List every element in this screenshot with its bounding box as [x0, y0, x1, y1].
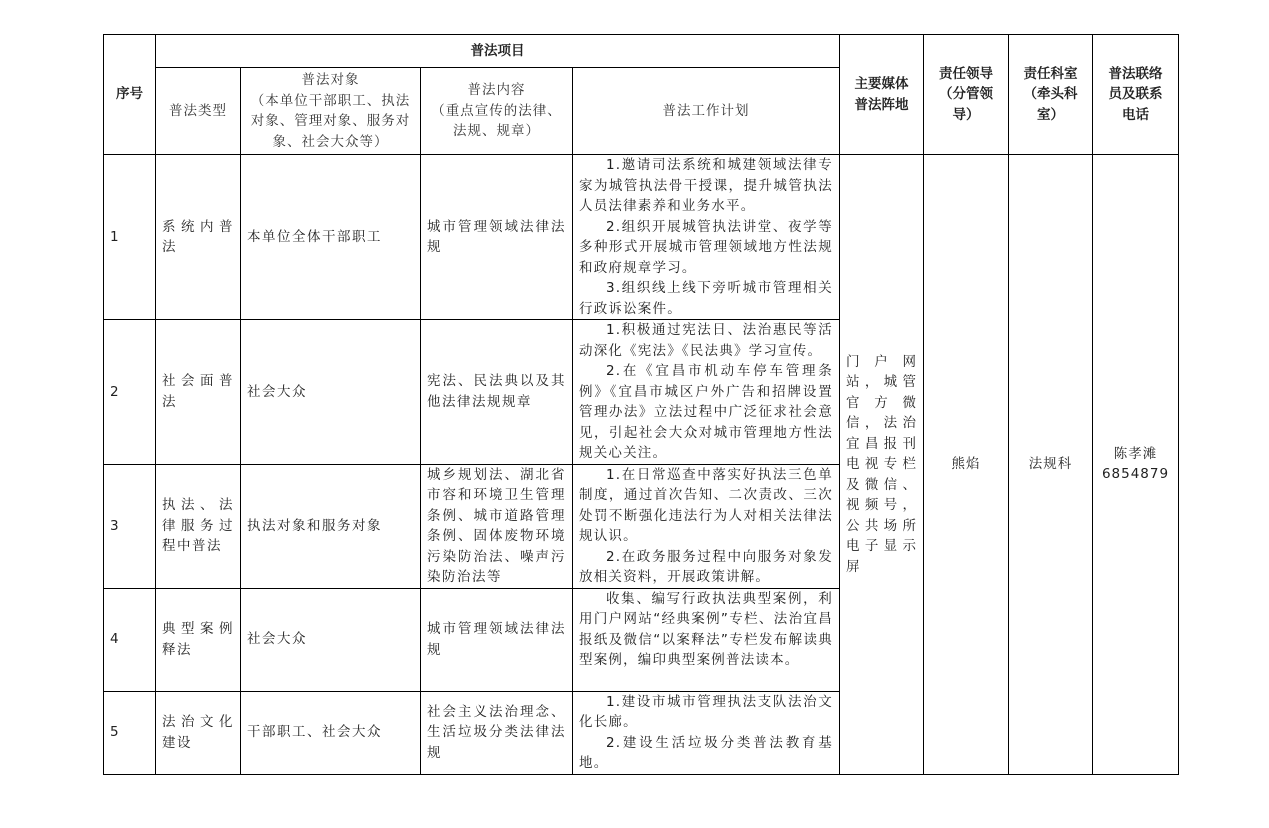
row-seq: 5 — [104, 691, 156, 774]
plan-item: 3.组织线上线下旁听城市管理相关行政诉讼案件。 — [579, 280, 833, 317]
responsible-dept: 法规科 — [1009, 155, 1093, 775]
row-type: 社会面普法 — [156, 320, 241, 465]
header-content: 普法内容 （重点宣传的法律、 法规、规章） — [421, 68, 573, 155]
table-row — [104, 155, 1179, 320]
row-content: 城市管理领域法律法规 — [421, 155, 573, 320]
plan-item: 2.组织开展城管执法讲堂、夜学等多种形式开展城市管理领域地方性法规和政府规章学习。 — [579, 218, 833, 276]
plan-item: 1.邀请司法系统和城建领域法律专家为城管执法骨干授课，提升城管执法人员法律素养和业务水平。 — [579, 157, 833, 214]
row-target: 干部职工、社会大众 — [241, 691, 421, 774]
plan-item: 2.建设生活垃圾分类普法教育基地。 — [579, 734, 833, 771]
header-plan: 普法工作计划 — [573, 68, 840, 155]
header-project-group: 普法项目 — [156, 35, 840, 68]
header-media: 主要媒体 普法阵地 — [840, 35, 924, 155]
row-plan — [573, 691, 840, 774]
contact-person — [1093, 155, 1179, 775]
row-seq: 2 — [104, 320, 156, 465]
row-content: 城乡规划法、湖北省市容和环境卫生管理条例、城市道路管理条例、固体废物环境污染防治法、噪声污染防治法等 — [421, 464, 573, 588]
row-type: 法治文化建设 — [156, 691, 241, 774]
row-type: 典型案例释法 — [156, 588, 241, 691]
plan-item: 1.积极通过宪法日、法治惠民等活动深化《宪法》《民法典》学习宣传。 — [579, 322, 833, 359]
plan-item: 2.在《宜昌市机动车停车管理条例》《宜昌市城区户外广告和招牌设置管理办法》立法过程中广泛征求社会意见，引起社会大众对城市管理地方性法规关心关注。 — [579, 363, 833, 461]
row-plan — [573, 155, 840, 320]
row-plan — [573, 588, 840, 691]
row-plan — [573, 464, 840, 588]
responsible-leader: 熊焰 — [924, 155, 1009, 775]
header-target: 普法对象 （本单位干部职工、执法 对象、管理对象、服务对 象、社会大众等） — [241, 68, 421, 155]
row-target: 本单位全体干部职工 — [241, 155, 421, 320]
plan-item: 1.在日常巡查中落实好执法三色单制度，通过首次告知、二次责改、三次处罚不断强化违法行为人对相关法律法规认识。 — [579, 466, 833, 544]
law-popularization-plan-table — [103, 34, 1179, 775]
header-type: 普法类型 — [156, 68, 241, 155]
row-content: 社会主义法治理念、生活垃圾分类法律法规 — [421, 691, 573, 774]
header-seq: 序号 — [104, 35, 156, 155]
row-seq: 1 — [104, 155, 156, 320]
media-platforms: 门户网站，城管官方微信，法治宜昌报刊电视专栏及微信、视频号，公共场所电子显示屏 — [840, 155, 924, 775]
row-seq: 4 — [104, 588, 156, 691]
row-target: 社会大众 — [241, 588, 421, 691]
row-target: 社会大众 — [241, 320, 421, 465]
header-dept: 责任科室 （牵头科 室） — [1009, 35, 1093, 155]
header-contact: 普法联络 员及联系 电话 — [1093, 35, 1179, 155]
contact-phone: 6854879 — [1101, 466, 1170, 483]
contact-name: 陈孝滩 — [1113, 445, 1158, 462]
row-type: 系统内普法 — [156, 155, 241, 320]
plan-item: 收集、编写行政执法典型案例，利用门户网站“经典案例”专栏、法治宜昌报纸及微信“以案释法”专栏发布解读典型案例，编印典型案例普法读本。 — [579, 590, 833, 668]
row-type: 执法、法律服务过程中普法 — [156, 464, 241, 588]
row-seq: 3 — [104, 464, 156, 588]
plan-item: 2.在政务服务过程中向服务对象发放相关资料，开展政策讲解。 — [579, 548, 833, 585]
row-content: 城市管理领域法律法规 — [421, 588, 573, 691]
row-content: 宪法、民法典以及其他法律法规规章 — [421, 320, 573, 465]
header-leader: 责任领导 （分管领 导） — [924, 35, 1009, 155]
row-plan — [573, 320, 840, 465]
row-target: 执法对象和服务对象 — [241, 464, 421, 588]
plan-item: 1.建设市城市管理执法支队法治文化长廊。 — [579, 693, 833, 730]
